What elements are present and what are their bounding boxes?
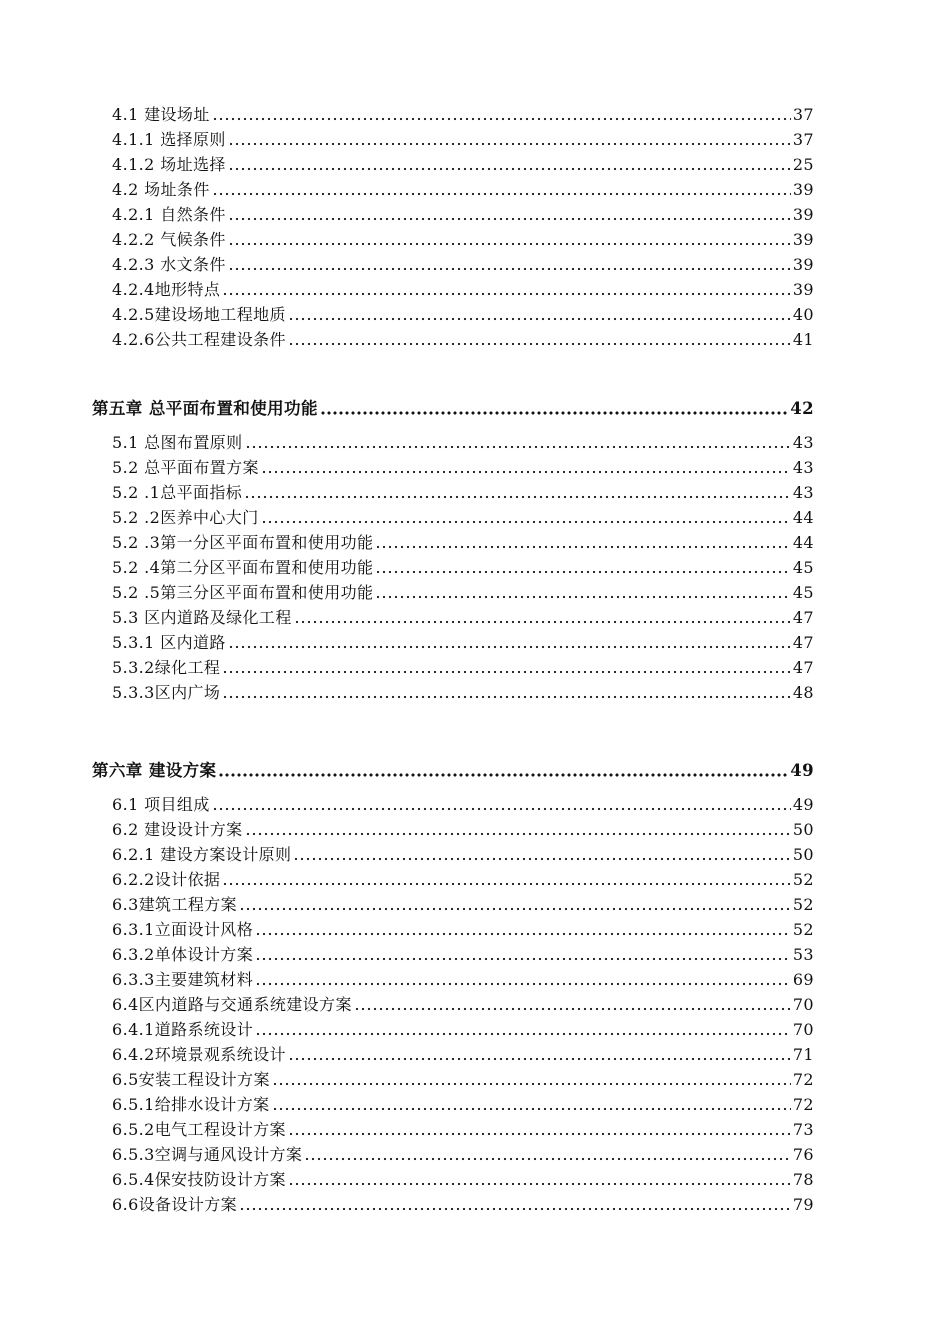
toc-entry-title: 6.5.1给排水设计方案 — [112, 1095, 270, 1114]
toc-entry[interactable] — [112, 225, 814, 250]
toc-entry-title: 6.5.4保安技防设计方案 — [112, 1170, 286, 1189]
toc-entry-title: 6.5安装工程设计方案 — [112, 1070, 270, 1089]
toc-entry[interactable] — [112, 940, 814, 965]
dot-leader — [245, 832, 791, 836]
toc-entry-title: 6.2.1 建设方案设计原则 — [112, 845, 292, 864]
toc-entry-title: 5.2 .2医养中心大门 — [112, 508, 259, 527]
dot-leader — [375, 570, 790, 574]
toc-entry[interactable] — [112, 453, 814, 478]
dot-leader — [239, 1207, 791, 1211]
dot-leader — [228, 645, 791, 649]
toc-entry[interactable] — [112, 100, 814, 125]
toc-entry-title: 5.2 总平面布置方案 — [112, 458, 259, 477]
toc-entry[interactable] — [112, 628, 814, 653]
dot-leader — [255, 957, 791, 961]
toc-entry[interactable] — [112, 1090, 814, 1115]
toc-entry[interactable] — [112, 1190, 814, 1215]
toc-entry-title: 5.2 .1总平面指标 — [112, 483, 243, 502]
toc-entry-page-number: 45 — [792, 583, 814, 602]
dot-leader — [375, 595, 790, 599]
toc-entry-title: 6.2.2设计依据 — [112, 870, 221, 889]
toc-entry[interactable] — [112, 325, 814, 350]
toc-entry[interactable] — [112, 1140, 814, 1165]
toc-entry-page-number: 44 — [792, 533, 814, 552]
toc-entry-page-number: 76 — [792, 1145, 814, 1164]
dot-leader — [228, 267, 791, 271]
toc-entry-title: 6.5.2电气工程设计方案 — [112, 1120, 286, 1139]
toc-entry-page-number: 52 — [792, 920, 814, 939]
dot-leader — [222, 882, 791, 886]
toc-entry[interactable] — [112, 990, 814, 1015]
toc-entry[interactable] — [112, 528, 814, 553]
toc-chapter-entry[interactable] — [92, 756, 814, 781]
toc-entry-title: 5.2 .3第一分区平面布置和使用功能 — [112, 533, 374, 552]
toc-entry[interactable] — [112, 503, 814, 528]
toc-entry-title: 4.1.2 场址选择 — [112, 155, 226, 174]
toc-entry[interactable] — [112, 428, 814, 453]
dot-leader — [293, 857, 790, 861]
dot-leader — [288, 1182, 791, 1186]
dot-leader — [228, 167, 791, 171]
toc-entry-page-number: 25 — [792, 155, 814, 174]
dot-leader — [288, 1057, 791, 1061]
toc-entry[interactable] — [112, 840, 814, 865]
toc-entry[interactable] — [112, 1015, 814, 1040]
toc-entry-page-number: 69 — [792, 970, 814, 989]
toc-entry-page-number: 37 — [792, 130, 814, 149]
toc-entry-page-number: 44 — [792, 508, 814, 527]
dot-leader — [239, 907, 791, 911]
toc-entry-title: 5.3 区内道路及绿化工程 — [112, 608, 292, 627]
dot-leader — [228, 217, 791, 221]
toc-entry-page-number: 39 — [792, 180, 814, 199]
toc-entry-title: 6.6设备设计方案 — [112, 1195, 238, 1214]
toc-entry-title: 4.2 场址条件 — [112, 180, 210, 199]
toc-entry-title: 6.3.1立面设计风格 — [112, 920, 254, 939]
dot-leader — [320, 411, 788, 415]
toc-entry-page-number: 49 — [790, 761, 814, 780]
toc-entry-title: 4.1.1 选择原则 — [112, 130, 226, 149]
toc-entry-title: 6.4区内道路与交通系统建设方案 — [112, 995, 352, 1014]
toc-entry-page-number: 40 — [792, 305, 814, 324]
toc-entry-page-number: 72 — [792, 1095, 814, 1114]
toc-entry-title: 4.2.4地形特点 — [112, 280, 221, 299]
toc-entry-page-number: 50 — [792, 845, 814, 864]
toc-entry[interactable] — [112, 815, 814, 840]
toc-entry-page-number: 47 — [792, 658, 814, 677]
dot-leader — [288, 342, 791, 346]
dot-leader — [212, 192, 791, 196]
toc-entry-title: 6.4.1道路系统设计 — [112, 1020, 254, 1039]
toc-entry-title: 6.4.2环境景观系统设计 — [112, 1045, 286, 1064]
toc-entry-title: 5.2 .4第二分区平面布置和使用功能 — [112, 558, 374, 577]
toc-entry[interactable] — [112, 578, 814, 603]
toc-entry-title: 5.3.2绿化工程 — [112, 658, 221, 677]
toc-entry-title: 6.2 建设设计方案 — [112, 820, 243, 839]
toc-entry-page-number: 47 — [792, 633, 814, 652]
toc-entry-page-number: 43 — [792, 433, 814, 452]
toc-entry[interactable] — [112, 603, 814, 628]
toc-entry[interactable] — [112, 478, 814, 503]
toc-entry-page-number: 52 — [792, 870, 814, 889]
toc-entry-title: 6.3建筑工程方案 — [112, 895, 238, 914]
toc-entry[interactable] — [112, 275, 814, 300]
toc-entry-title: 6.3.2单体设计方案 — [112, 945, 254, 964]
dot-leader — [288, 1132, 791, 1136]
toc-entry[interactable] — [112, 200, 814, 225]
dot-leader — [218, 773, 788, 777]
toc-entry-page-number: 48 — [792, 683, 814, 702]
dot-leader — [255, 1032, 791, 1036]
toc-entry-page-number: 42 — [790, 399, 814, 418]
dot-leader — [272, 1082, 791, 1086]
toc-entry[interactable] — [112, 125, 814, 150]
toc-entry-title: 第五章 总平面布置和使用功能 — [92, 399, 318, 418]
toc-entry-title: 5.3.1 区内道路 — [112, 633, 226, 652]
toc-entry-page-number: 41 — [792, 330, 814, 349]
toc-entry[interactable] — [112, 1165, 814, 1190]
toc-entry-page-number: 39 — [792, 205, 814, 224]
toc-entry-page-number: 78 — [792, 1170, 814, 1189]
toc-entry[interactable] — [112, 790, 814, 815]
dot-leader — [222, 670, 791, 674]
toc-entry[interactable] — [112, 250, 814, 275]
toc-entry[interactable] — [112, 150, 814, 175]
toc-entry-title: 6.5.3空调与通风设计方案 — [112, 1145, 303, 1164]
toc-entry-title: 第六章 建设方案 — [92, 761, 217, 780]
toc-entry-title: 4.2.1 自然条件 — [112, 205, 226, 224]
toc-entry-page-number: 53 — [792, 945, 814, 964]
dot-leader — [222, 292, 791, 296]
toc-entry-title: 6.1 项目组成 — [112, 795, 210, 814]
toc-entry-page-number: 50 — [792, 820, 814, 839]
toc-entry[interactable] — [112, 1065, 814, 1090]
toc-entry[interactable] — [112, 915, 814, 940]
dot-leader — [228, 242, 791, 246]
dot-leader — [222, 695, 791, 699]
dot-leader — [261, 470, 791, 474]
toc-entry[interactable] — [112, 300, 814, 325]
dot-leader — [255, 982, 791, 986]
toc-entry-title: 6.3.3主要建筑材料 — [112, 970, 254, 989]
toc-entry[interactable] — [112, 678, 814, 703]
toc-entry[interactable] — [112, 965, 814, 990]
toc-entry-page-number: 39 — [792, 280, 814, 299]
dot-leader — [375, 545, 790, 549]
toc-entry-page-number: 71 — [792, 1045, 814, 1064]
dot-leader — [354, 1007, 791, 1011]
toc-entry[interactable] — [112, 1115, 814, 1140]
dot-leader — [245, 445, 791, 449]
toc-entry[interactable] — [112, 1040, 814, 1065]
dot-leader — [304, 1157, 791, 1161]
toc-entry-page-number: 72 — [792, 1070, 814, 1089]
dot-leader — [212, 117, 791, 121]
toc-entry-page-number: 70 — [792, 995, 814, 1014]
toc-entry-page-number: 73 — [792, 1120, 814, 1139]
toc-entry-title: 4.2.5建设场地工程地质 — [112, 305, 286, 324]
toc-entry-page-number: 79 — [792, 1195, 814, 1214]
toc-entry-title: 5.1 总图布置原则 — [112, 433, 243, 452]
dot-leader — [261, 520, 791, 524]
dot-leader — [228, 142, 791, 146]
dot-leader — [244, 495, 791, 499]
toc-entry[interactable] — [112, 553, 814, 578]
dot-leader — [255, 932, 791, 936]
dot-leader — [294, 620, 791, 624]
toc-entry-page-number: 43 — [792, 483, 814, 502]
toc-entry-title: 5.2 .5第三分区平面布置和使用功能 — [112, 583, 374, 602]
toc-entry[interactable] — [112, 653, 814, 678]
toc-entry-page-number: 49 — [792, 795, 814, 814]
toc-entry-page-number: 43 — [792, 458, 814, 477]
toc-entry-page-number: 70 — [792, 1020, 814, 1039]
toc-entry-page-number: 39 — [792, 230, 814, 249]
toc-entry[interactable] — [112, 175, 814, 200]
toc-entry[interactable] — [112, 890, 814, 915]
toc-entry-page-number: 37 — [792, 105, 814, 124]
toc-entry-title: 4.2.6公共工程建设条件 — [112, 330, 286, 349]
toc-entry[interactable] — [112, 865, 814, 890]
toc-entry-title: 4.1 建设场址 — [112, 105, 210, 124]
toc-chapter-entry[interactable] — [92, 394, 814, 419]
dot-leader — [212, 807, 791, 811]
toc-entry-page-number: 39 — [792, 255, 814, 274]
toc-entry-page-number: 45 — [792, 558, 814, 577]
toc-entry-title: 4.2.3 水文条件 — [112, 255, 226, 274]
toc-entry-title: 5.3.3区内广场 — [112, 683, 221, 702]
toc-entry-title: 4.2.2 气候条件 — [112, 230, 226, 249]
toc-entry-page-number: 52 — [792, 895, 814, 914]
dot-leader — [288, 317, 791, 321]
toc-entry-page-number: 47 — [792, 608, 814, 627]
dot-leader — [272, 1107, 791, 1111]
